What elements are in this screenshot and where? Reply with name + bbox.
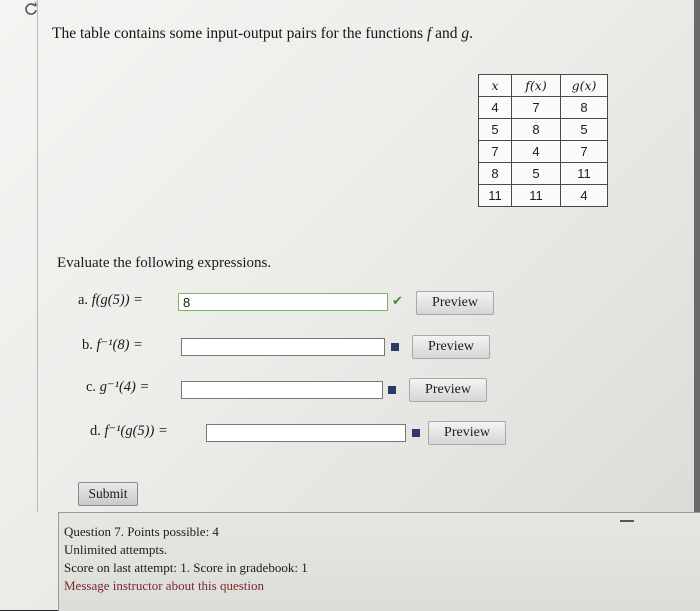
part-letter: c. xyxy=(86,379,97,395)
header-x: x xyxy=(479,75,512,97)
header-gx: g(x) xyxy=(561,75,608,97)
part-expression: f(g(5)) = xyxy=(91,292,143,308)
table-row xyxy=(479,141,608,163)
cell-gx: 5 xyxy=(561,119,608,141)
cell-fx: 7 xyxy=(512,97,561,119)
square-icon xyxy=(412,429,420,437)
cell-fx: 8 xyxy=(512,119,561,141)
input-output-table xyxy=(478,74,608,207)
square-icon xyxy=(388,386,396,394)
cell-fx: 11 xyxy=(512,185,561,207)
part-letter: a. xyxy=(78,292,89,308)
function-f: f xyxy=(426,25,432,42)
table-row xyxy=(479,119,608,141)
cell-x: 5 xyxy=(479,119,512,141)
preview-button-a[interactable]: Preview xyxy=(416,291,494,315)
part-expression: g⁻¹(4) = xyxy=(99,379,150,395)
part-a-label xyxy=(78,292,143,309)
part-letter: b. xyxy=(82,337,93,353)
preview-button-d[interactable]: Preview xyxy=(428,421,506,445)
info-points: Question 7. Points possible: 4 xyxy=(64,524,219,539)
part-expression: f⁻¹(8) = xyxy=(96,337,143,353)
check-icon: ✔ xyxy=(392,294,403,309)
cell-gx: 4 xyxy=(561,185,608,207)
header-fx: f(x) xyxy=(512,75,561,97)
cell-gx: 11 xyxy=(561,163,608,185)
answer-input-a[interactable]: 8 xyxy=(178,293,388,311)
reload-icon[interactable] xyxy=(24,2,38,16)
preview-button-c[interactable]: Preview xyxy=(409,378,487,402)
part-c-label xyxy=(86,379,149,396)
cell-x: 11 xyxy=(479,185,512,207)
prompt-period: . xyxy=(469,25,474,42)
table-row xyxy=(479,185,608,207)
table-header-row xyxy=(479,75,608,97)
part-expression: f⁻¹(g(5)) = xyxy=(104,423,168,439)
part-d-label xyxy=(90,423,168,440)
preview-button-b[interactable]: Preview xyxy=(412,335,490,359)
cell-x: 7 xyxy=(479,141,512,163)
part-letter: d. xyxy=(90,423,101,439)
question-prompt xyxy=(52,25,473,43)
cell-fx: 5 xyxy=(512,163,561,185)
prompt-and: and xyxy=(431,25,462,42)
cell-x: 4 xyxy=(479,97,512,119)
function-g: g xyxy=(461,25,470,42)
table-row xyxy=(479,97,608,119)
question-info-panel xyxy=(58,512,700,611)
answer-input-d[interactable] xyxy=(206,424,406,442)
cell-fx: 4 xyxy=(512,141,561,163)
answer-input-b[interactable] xyxy=(181,338,385,356)
info-score: Score on last attempt: 1. Score in gradebook: 1 xyxy=(64,560,308,575)
cell-gx: 7 xyxy=(561,141,608,163)
part-b-label xyxy=(82,337,143,354)
prompt-text: The table contains some input-output pairs for the functions xyxy=(52,25,427,42)
answer-input-c[interactable] xyxy=(181,381,383,399)
minimize-dash xyxy=(620,520,634,522)
square-icon xyxy=(391,343,399,351)
info-attempts: Unlimited attempts. xyxy=(64,542,168,557)
table-row xyxy=(479,163,608,185)
evaluate-instructions: Evaluate the following expressions. xyxy=(57,255,272,271)
submit-button[interactable]: Submit xyxy=(78,482,138,506)
message-instructor-link[interactable]: Message instructor about this question xyxy=(64,578,265,593)
cell-gx: 8 xyxy=(561,97,608,119)
cell-x: 8 xyxy=(479,163,512,185)
